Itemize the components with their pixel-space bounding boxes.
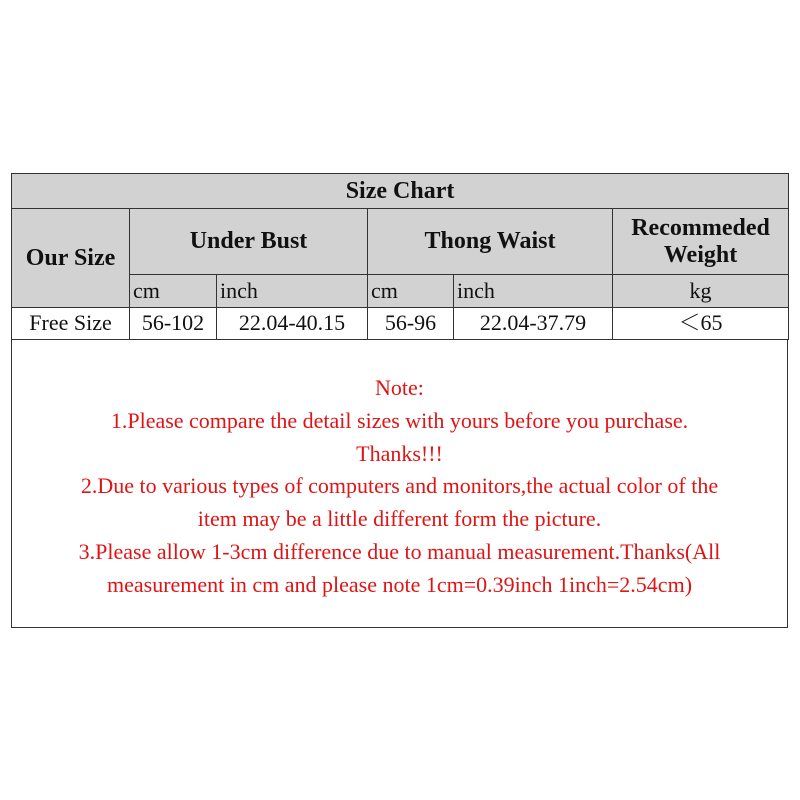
cell-weight: ＜65 xyxy=(613,308,789,340)
cell-thong-waist-inch: 22.04-37.79 xyxy=(454,308,613,340)
header-under-bust: Under Bust xyxy=(130,209,368,275)
notes-section xyxy=(12,372,787,602)
note-2-line-2: item may be a little different form the picture. xyxy=(197,506,602,532)
size-chart-table xyxy=(11,173,789,340)
header-recommended-weight-line1: Recommeded xyxy=(631,215,770,242)
header-recommended-weight xyxy=(613,209,789,275)
cell-under-bust-inch: 22.04-40.15 xyxy=(217,308,368,340)
cell-under-bust-cm: 56-102 xyxy=(130,308,217,340)
header-recommended-weight-line2: Weight xyxy=(663,241,738,268)
note-1-line-2: Thanks!!! xyxy=(356,440,443,466)
header-our-size: Our Size xyxy=(12,209,130,308)
chart-title: Size Chart xyxy=(12,174,789,209)
header-thong-waist: Thong Waist xyxy=(368,209,613,275)
note-1-line-1: 1.Please compare the detail sizes with yours before you purchase. xyxy=(110,407,689,433)
unit-under-bust-cm: cm xyxy=(130,275,217,308)
cell-size: Free Size xyxy=(12,308,130,340)
unit-thong-waist-inch: inch xyxy=(454,275,613,308)
unit-thong-waist-cm: cm xyxy=(368,275,454,308)
note-heading: Note: xyxy=(375,375,424,400)
unit-under-bust-inch: inch xyxy=(217,275,368,308)
note-2-line-1: 2.Due to various types of computers and monitors,the actual color of the xyxy=(80,473,719,499)
note-3-line-1: 3.Please allow 1-3cm difference due to manual measurement.Thanks(All xyxy=(78,538,721,564)
cell-thong-waist-cm: 56-96 xyxy=(368,308,454,340)
note-3-line-2: measurement in cm and please note 1cm=0.39inch 1inch=2.54cm) xyxy=(106,571,693,597)
table-row xyxy=(12,308,789,340)
unit-weight: kg xyxy=(613,275,789,308)
size-chart-panel xyxy=(11,173,788,628)
